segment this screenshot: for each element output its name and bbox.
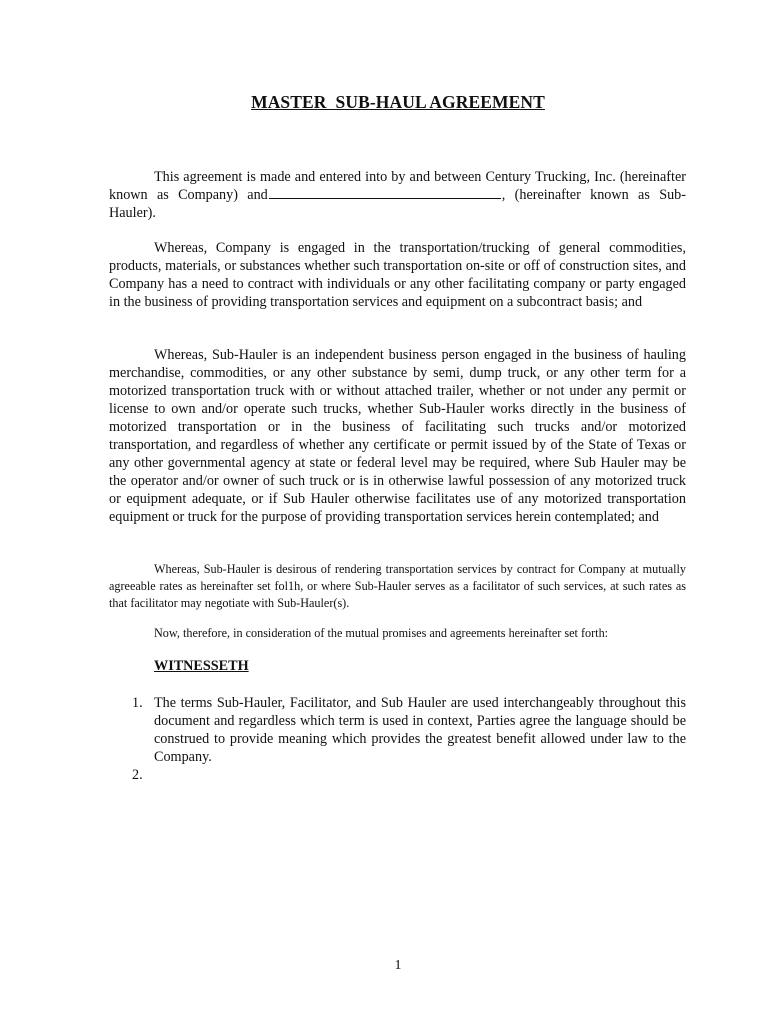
list-item [132, 694, 686, 766]
list-item [132, 766, 686, 784]
whereas-company-paragraph: Whereas, Company is engaged in the transportation/trucking of general commodities, products, materials, or substances whether such transportation on-site or off of construction sites, and Company has a need to contract with individuals or any other facilitating company or party engaged in the business of providing transportation services and equipment on a subcontract basis; and [109, 240, 686, 310]
whereas-sub-hauler-paragraph: Whereas, Sub-Hauler is an independent business person engaged in the business of hauling merchandise, commodities, or any other substance by semi, dump truck, or any other term for a motorized transportation truck with or without attached trailer, whether or not under any permit or license to own and/or operate such trucks, whether Sub-Hauler works directly in the business of motorized transportation or in the business of facilitating such trucks and/or motorized transportation, and regardless of whether any certificate or permit issued by of the State of Texas or any other governmental agency at state or federal level may be required, where Sub Hauler may be the operator and/or owner of such truck or is in otherwise lawful possession of any motorized truck or equipment adequate, or if Sub Hauler otherwise facilitates use of any motorized transportation equipment or truck for the purpose of providing transportation services herein contemplated; and [109, 347, 686, 525]
intro-text-after-blank: , (hereinafter known as Sub-Hauler). [109, 187, 686, 221]
list-item-text: The terms Sub-Hauler, Facilitator, and Sub Hauler are used interchangeably throughout this document and regardless which term is used in context, Parties agree the language should be construed to provide meaning which provides the greatest benefit allowed under law to the Company. [154, 695, 686, 765]
sub-hauler-name-blank [269, 186, 501, 199]
list-item-number: 1. [132, 695, 143, 711]
terms-list [132, 694, 686, 784]
now-therefore-paragraph: Now, therefore, in consideration of the mutual promises and agreements hereinafter set forth: [154, 626, 609, 640]
intro-paragraph [109, 168, 686, 222]
page-number: 1 [394, 958, 402, 973]
list-item-number: 2. [132, 767, 143, 783]
whereas-rendering-paragraph: Whereas, Sub-Hauler is desirous of rendering transportation services by contract for Company at mutually agreeable rates as hereinafter set fol1h, or where Sub-Hauler serves as a facilitator of such services, at such rates as that facilitator may negotiate with Sub-Hauler(s). [109, 562, 686, 610]
witnesseth-heading: WITNESSETH [154, 658, 249, 674]
document-title: MASTER SUB-HAUL AGREEMENT [251, 92, 545, 112]
intro-text-before-blank: This agreement is made and entered into by and between Century Trucking, Inc. (hereinafter known as Company) and [109, 169, 686, 203]
list-item-text [154, 766, 686, 784]
